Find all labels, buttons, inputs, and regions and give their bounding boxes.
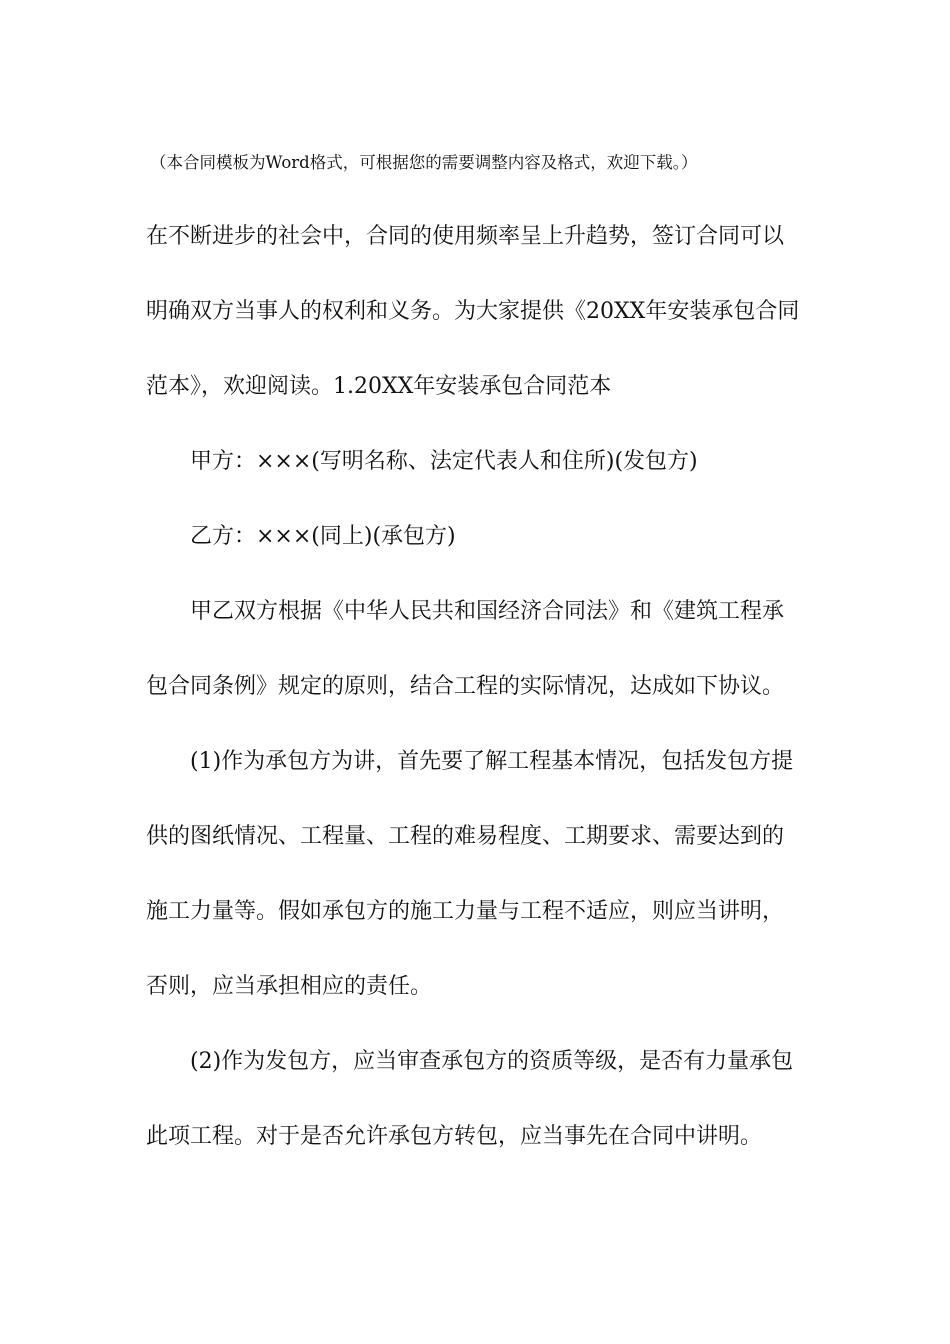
clause-1-line-4: 否则，应当承担相应的责任。: [146, 974, 433, 999]
clause-2-line-2: 此项工程。对于是否允许承包方转包，应当事先在合同中讲明。: [146, 1124, 763, 1149]
party-b-line: 乙方：×××(同上)(承包方): [190, 524, 456, 549]
clause-1-line-1: (1)作为承包方为讲，首先要了解工程基本情况，包括发包方提: [190, 749, 794, 774]
clause-2-line-1: (2)作为发包方，应当审查承包方的资质等级，是否有力量承包: [190, 1049, 794, 1074]
template-note: （本合同模板为Word格式，可根据您的需要调整内容及格式，欢迎下载。）: [150, 153, 698, 172]
intro-line-1: 在不断进步的社会中，合同的使用频率呈上升趋势，签订合同可以: [146, 224, 785, 249]
clause-1-line-3: 施工力量等。假如承包方的施工力量与工程不适应，则应当讲明，: [146, 899, 785, 924]
agreement-line-2: 包合同条例》规定的原则，结合工程的实际情况，达成如下协议。: [146, 674, 785, 699]
clause-1-line-2: 供的图纸情况、工程量、工程的难易程度、工期要求、需要达到的: [146, 824, 785, 849]
intro-line-3: 范本》，欢迎阅读。1.20XX年安装承包合同范本: [146, 374, 612, 399]
agreement-line-1: 甲乙双方根据《中华人民共和国经济合同法》和《建筑工程承: [190, 599, 785, 624]
intro-line-2: 明确双方当事人的权利和义务。为大家提供《20XX年安装承包合同: [146, 299, 800, 324]
party-a-line: 甲方：×××(写明名称、法定代表人和住所)(发包方): [190, 449, 698, 474]
